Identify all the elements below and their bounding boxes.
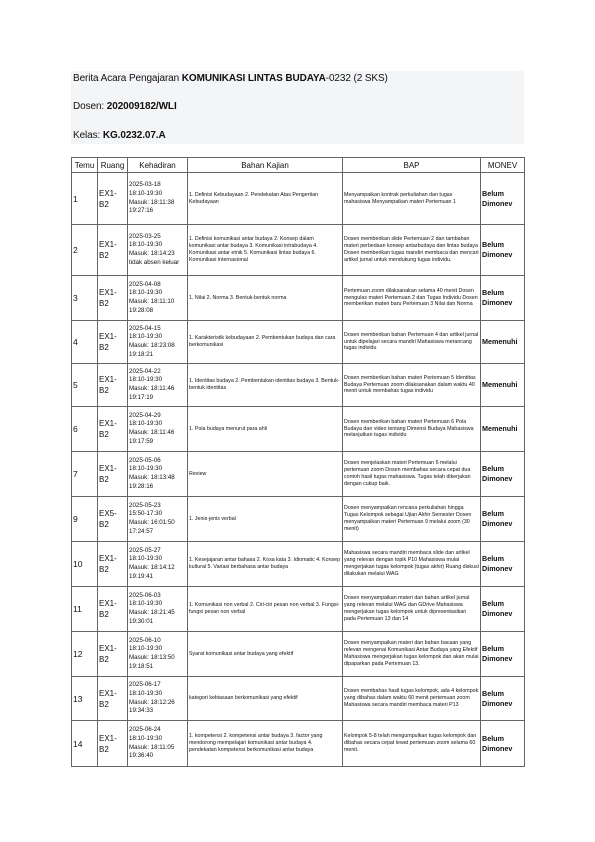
room-cell: EX1-B2 xyxy=(98,321,128,364)
meeting-number: 5 xyxy=(72,364,98,407)
table-row xyxy=(72,721,525,767)
bap-cell: Dosen memberikan bahan materi Pertemuan 5 Identitas Budaya Pertemuan zoom dilaksanakan dalam waktu 40 menit untuk membahas tugas individu xyxy=(343,364,481,407)
material-cell: kategori kebiasaan berkomunikasi yang efektif xyxy=(188,677,343,721)
attendance-cell: 2025-06-17 18:10-19:30 Masuk: 18:12:26 19:34:33 xyxy=(128,677,188,721)
monev-status: Belum Dimonev xyxy=(481,173,525,225)
monev-status: Belum Dimonev xyxy=(481,721,525,767)
monev-status: Belum Dimonev xyxy=(481,632,525,677)
title-prefix: Berita Acara Pengajaran xyxy=(73,73,182,84)
report-title xyxy=(73,73,388,84)
meeting-number: 11 xyxy=(72,587,98,632)
room-cell: EX1-B2 xyxy=(98,677,128,721)
room-cell: EX1-B2 xyxy=(98,542,128,587)
meeting-number: 12 xyxy=(72,632,98,677)
room-cell: EX1-B2 xyxy=(98,225,128,276)
monev-status: Memenuhi xyxy=(481,407,525,452)
bap-cell: Pertemuan zoom dilaksanakan selama 40 menit Dosen mengulas materi Pertemuan 2 dan Tugas Individu Dosen memberikan materi baru Pertemuan 3 Nilai dan Norma xyxy=(343,276,481,321)
table-header-row xyxy=(72,158,525,173)
bap-cell: Dosen memberikan bahan materi Pertemuan 6 Pola Budaya dan video tentang Dimensi Budaya Mahasiswa melanjutkan tugas individu xyxy=(343,407,481,452)
attendance-cell: 2025-03-18 18:10-19:30 Masuk: 18:11:38 19:27:16 xyxy=(128,173,188,225)
table-row xyxy=(72,225,525,276)
meeting-number: 6 xyxy=(72,407,98,452)
report-header xyxy=(71,71,524,144)
meeting-number: 14 xyxy=(72,721,98,767)
material-cell: 1. Identitas budaya 2. Pembentukan identitas budaya 3. Bentuk-bentuk identitas xyxy=(188,364,343,407)
monev-status: Belum Dimonev xyxy=(481,497,525,542)
col-header-kehadiran: Kehadiran xyxy=(128,158,188,173)
table-row xyxy=(72,452,525,497)
room-cell: EX1-B2 xyxy=(98,587,128,632)
attendance-cell: 2025-03-25 18:10-19:30 Masuk: 18:14:23 tidak absen keluar xyxy=(128,225,188,276)
material-cell: 1. kompetensi 2. kompetensi antar budaya 3. factor yang mendorong mempelajari komunikasi antar budaya 4. pendekatan kompetensi berkomunikasi antar budaya xyxy=(188,721,343,767)
material-cell: 1. Kesejajaran antar bahasa 2. Kosa kata 3. Idiomatic 4. Konsep kultural 5. Variasi berbahasa antar budaya xyxy=(188,542,343,587)
attendance-cell: 2025-04-29 18:10-19:30 Masuk: 18:11:46 19:17:59 xyxy=(128,407,188,452)
meeting-number: 2 xyxy=(72,225,98,276)
material-cell: 1. Definisi Kebudayaan 2. Pendekatan Atas Pengertian Kebudayaan xyxy=(188,173,343,225)
meeting-number: 4 xyxy=(72,321,98,364)
meeting-number: 9 xyxy=(72,497,98,542)
bap-cell: Dosen menyampaikan materi dan bahan bacaan yang relevan mengenai Komunikasi Antar Budaya yang Efektif Mahasiswa mengerjakan tugas kelompok dan akan mulai dipaparkan pada Pertemuan 13. xyxy=(343,632,481,677)
table-row xyxy=(72,364,525,407)
monev-status: Belum Dimonev xyxy=(481,677,525,721)
bap-cell: Mahasiswa secara mandiri membaca slide dan artikel yang relevan dengan topik P10 Mahasiswa mulai mengerjakan tugas kelompok (tugas akhir) Ruang diskusi dilakukan melalui WAG xyxy=(343,542,481,587)
class-line xyxy=(73,130,166,141)
meeting-number: 3 xyxy=(72,276,98,321)
class-label: Kelas: xyxy=(73,130,103,141)
material-cell: 1. Definisi komunikasi antar budaya 2. Konsep dalam komunikasi antar budaya 3. Komunikasi intrabudaya 4. Komunikasi antar etnik 5. Komunikasi lintas budaya 6. Komunikasi internasional xyxy=(188,225,343,276)
meeting-number: 10 xyxy=(72,542,98,587)
table-row xyxy=(72,407,525,452)
monev-status: Memenuhi xyxy=(481,321,525,364)
monev-status: Belum Dimonev xyxy=(481,225,525,276)
course-code: -0232 (2 SKS) xyxy=(325,73,388,84)
room-cell: EX1-B2 xyxy=(98,173,128,225)
lecturer-line xyxy=(73,101,177,112)
attendance-cell: 2025-06-10 18:10-19:30 Masuk: 18:13:50 19:18:51 xyxy=(128,632,188,677)
col-header-bahan-kajian: Bahan Kajian xyxy=(188,158,343,173)
room-cell: EX1-B2 xyxy=(98,364,128,407)
monev-status: Belum Dimonev xyxy=(481,276,525,321)
table-row xyxy=(72,321,525,364)
col-header-monev: MONEV xyxy=(481,158,525,173)
bap-cell: Kelompok 5-8 telah mengumpulkan tugas kelompok dan dibahas secara cepat lewat pertemuan zoom selama 60 menit. xyxy=(343,721,481,767)
monev-status: Belum Dimonev xyxy=(481,587,525,632)
meeting-number: 13 xyxy=(72,677,98,721)
bap-cell: Dosen menjelaskan materi Pertemuan 6 melalui pertemuan zoom Dosen membahas secara cepat dua contoh hasil tugas mahasiswa. Tugas telah dikerjakan dengan cukup baik. xyxy=(343,452,481,497)
material-cell: 1. Pola budaya menurut para ahli xyxy=(188,407,343,452)
room-cell: EX5-B2 xyxy=(98,497,128,542)
monev-status: Belum Dimonev xyxy=(481,452,525,497)
bap-cell: Menyampaikan kontrak perkuliahan dan tugas mahasiswa Menyampaikan materi Pertemuan 1 xyxy=(343,173,481,225)
monev-status: Memenuhi xyxy=(481,364,525,407)
bap-cell: Dosen memberikan bahan Pertemuan 4 dan artikel jurnal untuk dipelajari secara mandiri Mahasiswa merancang tugas individu xyxy=(343,321,481,364)
material-cell: 1. Nilai 2. Norma 3. Bentuk-bentuk norma xyxy=(188,276,343,321)
table-row xyxy=(72,632,525,677)
meeting-number: 1 xyxy=(72,173,98,225)
col-header-bap: BAP xyxy=(343,158,481,173)
room-cell: EX1-B2 xyxy=(98,276,128,321)
meeting-number: 7 xyxy=(72,452,98,497)
material-cell: 1. Komunikasi non verbal 2. Ciri-ciri pesan non verbal 3. Fungsi-fungsi pesan non verbal xyxy=(188,587,343,632)
col-header-temu: Temu xyxy=(72,158,98,173)
table-row xyxy=(72,276,525,321)
bap-cell: Dosen membahas hasil tugas kelompok, ada 4 kelompok yang dibahas dalam waktu 60 menit pertemuan zoom Mahasiswa secara mandiri membaca materi P13 xyxy=(343,677,481,721)
teaching-log-table xyxy=(71,157,525,767)
table-row xyxy=(72,587,525,632)
bap-cell: Dosen menyampaikan materi dan bahan artikel jurnal yang relevan melalui WAG dan GDrive Mahasiswa mengerjakan tugas kelompok untuk dipresentasikan pada Pertemuan 13 dan 14 xyxy=(343,587,481,632)
attendance-cell: 2025-04-08 18:10-19:30 Masuk: 18:11:10 19:28:08 xyxy=(128,276,188,321)
table-row xyxy=(72,173,525,225)
material-cell: 1. Karakteristik kebudayaan 2. Pembentukan budaya dan cara berkomunikasi xyxy=(188,321,343,364)
lecturer-label: Dosen: xyxy=(73,101,107,112)
attendance-cell: 2025-05-23 15:50-17:30 Masuk: 16:01:50 17:24:57 xyxy=(128,497,188,542)
room-cell: EX1-B2 xyxy=(98,407,128,452)
table-row xyxy=(72,542,525,587)
class-code: KG.0232.07.A xyxy=(102,130,166,141)
attendance-cell: 2025-06-24 18:10-19:30 Masuk: 18:11:05 19:36:40 xyxy=(128,721,188,767)
attendance-cell: 2025-05-27 18:10-19:30 Masuk: 18:14:12 19:19:41 xyxy=(128,542,188,587)
room-cell: EX1-B2 xyxy=(98,721,128,767)
course-name: KOMUNIKASI LINTAS BUDAYA xyxy=(181,73,326,84)
attendance-cell: 2025-06-03 18:10-19:30 Masuk: 18:21:45 19:30:01 xyxy=(128,587,188,632)
room-cell: EX1-B2 xyxy=(98,632,128,677)
attendance-cell: 2025-05-06 18:10-19:30 Masuk: 18:13:48 19:28:16 xyxy=(128,452,188,497)
table-row xyxy=(72,497,525,542)
lecturer-id: 202009182/WLI xyxy=(106,101,177,112)
room-cell: EX1-B2 xyxy=(98,452,128,497)
bap-cell: Dosen memberikan slide Pertemuan 2 dan tambahan materi perbedaan konsep antarbudaya dan lintas budaya Dosen memberikan tugas mandiri membaca dan mencari artikel jurnal untuk mendukung tugas individu. xyxy=(343,225,481,276)
material-cell: 1. Jenis-jenis verbal xyxy=(188,497,343,542)
col-header-ruang: Ruang xyxy=(98,158,128,173)
attendance-cell: 2025-04-22 18:10-19:30 Masuk: 18:11:46 19:17:19 xyxy=(128,364,188,407)
attendance-cell: 2025-04-15 18:10-19:30 Masuk: 18:23:08 19:18:21 xyxy=(128,321,188,364)
monev-status: Belum Dimonev xyxy=(481,542,525,587)
bap-cell: Dosen menyampaikan rencana perkuliahan hingga Tugas Kelompok sebagai Ujian Akhir Semester Dosen menyampaikan materi Pertemuan 9 melalui zoom (30 menit) xyxy=(343,497,481,542)
material-cell: Syarat komunikasi antar budaya yang efektif xyxy=(188,632,343,677)
material-cell: Review xyxy=(188,452,343,497)
table-row xyxy=(72,677,525,721)
